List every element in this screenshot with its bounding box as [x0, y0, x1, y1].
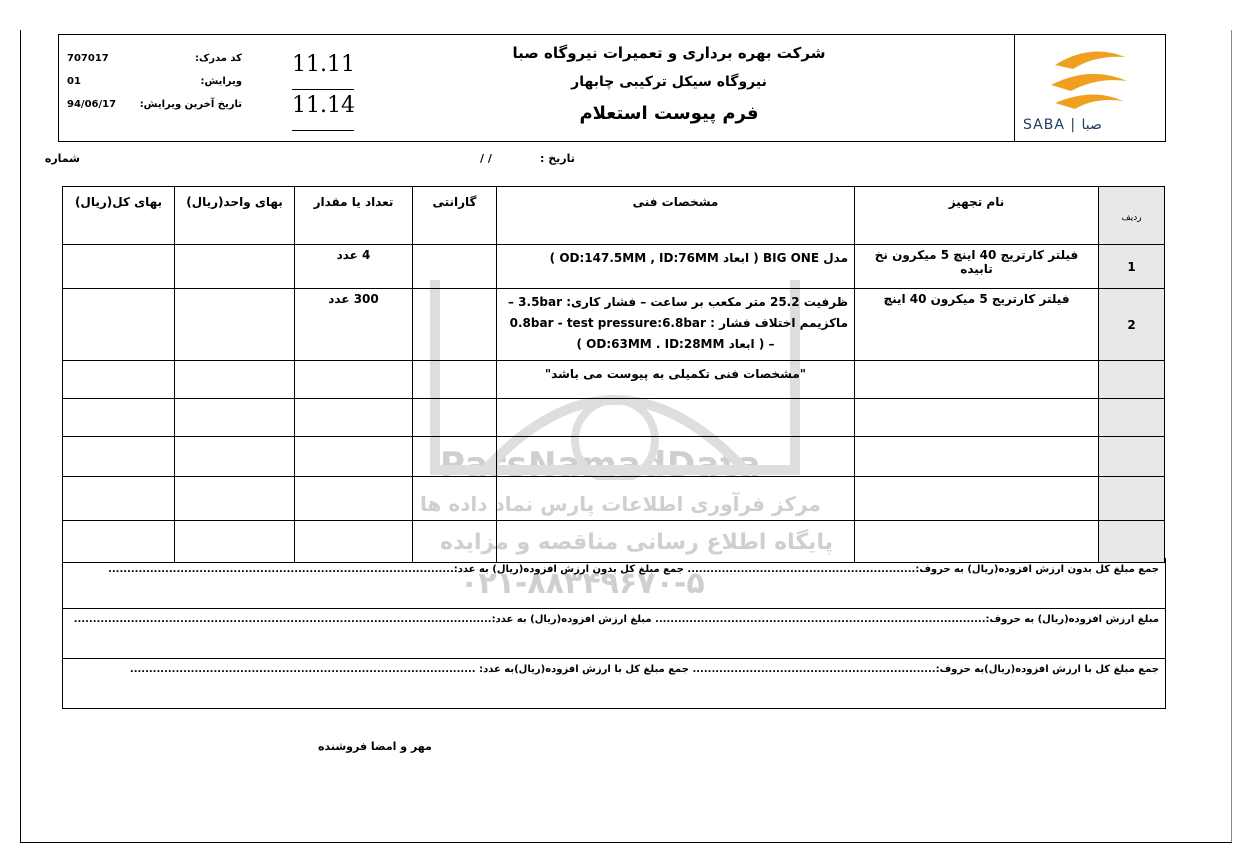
meta-row-revision — [67, 70, 242, 93]
equipment-name — [855, 437, 1099, 477]
unit-price-cell — [175, 477, 295, 521]
document-meta — [67, 47, 242, 116]
unit-price-cell — [175, 289, 295, 361]
table-row — [63, 521, 1165, 563]
total-price-cell — [63, 361, 175, 399]
spec-cell — [497, 245, 855, 289]
spec-cell — [497, 399, 855, 437]
equipment-name: فیلتر کارتریج 40 اینچ 5 میکرون نخ تابیده — [855, 245, 1099, 289]
quantity-cell — [295, 399, 413, 437]
form-code: 11.14 — [292, 90, 354, 131]
unit-price-cell — [175, 245, 295, 289]
spec-line: ماکزیمم اختلاف فشار : 0.8bar - test pressure:6.8bar — [509, 316, 848, 330]
quantity-cell — [295, 521, 413, 563]
total-price-cell — [63, 437, 175, 477]
unit-price-cell — [175, 361, 295, 399]
watermark-phone: ۰۲۱-۸۸۳۴۹۶۷۰-۵ — [460, 566, 705, 601]
quantity-cell: 300 عدد — [295, 289, 413, 361]
warranty-cell — [413, 399, 497, 437]
total-price-cell — [63, 289, 175, 361]
unit-price-cell — [175, 521, 295, 563]
date-label: تاریخ : — [540, 152, 575, 165]
col-header-quantity: تعداد یا مقدار — [295, 187, 413, 245]
warranty-cell — [413, 361, 497, 399]
row-number — [1099, 437, 1165, 477]
warranty-cell — [413, 521, 497, 563]
total-with-vat — [62, 658, 1166, 709]
vat-amount — [62, 608, 1166, 659]
spec-line: ظرفیت 25.2 متر مکعب بر ساعت – فشار کاری: 3.5bar – — [507, 295, 848, 309]
meta-value: 01 — [67, 76, 81, 87]
row-number — [1099, 361, 1165, 399]
total-price-cell — [63, 477, 175, 521]
unit-price-cell — [175, 437, 295, 477]
form-code: 11.11 — [292, 49, 354, 90]
meta-label: تاریخ آخرین ویرایش: — [139, 99, 242, 110]
equipment-name — [855, 521, 1099, 563]
title-block — [459, 39, 879, 131]
table-row — [63, 361, 1165, 399]
total-price-cell — [63, 521, 175, 563]
row-number: 1 — [1099, 245, 1165, 289]
items-table — [62, 186, 1165, 563]
quantity-cell: 4 عدد — [295, 245, 413, 289]
warranty-cell — [413, 437, 497, 477]
watermark-line2: پایگاه اطلاع رسانی مناقصه و مزایده — [440, 530, 833, 555]
meta-row-code — [67, 47, 242, 70]
table-row — [63, 477, 1165, 521]
table-header-row — [63, 187, 1165, 245]
quantity-cell — [295, 477, 413, 521]
seller-seal-label: مهر و امضا فروشنده — [318, 740, 432, 753]
table-row — [63, 399, 1165, 437]
spec-cell — [497, 361, 855, 399]
col-header-spec: مشخصات فنی — [497, 187, 855, 245]
row-number: 2 — [1099, 289, 1165, 361]
meta-row-date — [67, 93, 242, 116]
row-number — [1099, 521, 1165, 563]
equipment-name: فیلتر کارتریج 5 میکرون 40 اینچ — [855, 289, 1099, 361]
vat-amount-text: مبلغ ارزش افزوده(ریال) به حروف:....................................................................................... مبلغ ارزش افزوده(ریال) به عدد:.............................................................................................................. — [73, 614, 1159, 625]
col-header-total-price: بهای کل(ریال) — [63, 187, 175, 245]
spec-line: – ( ابعاد OD:63MM . ID:28MM ) — [576, 337, 775, 351]
company-name: شرکت بهره برداری و تعمیرات نیروگاه صبا — [512, 44, 826, 62]
form-codes — [292, 49, 354, 131]
meta-label: کد مدرک: — [194, 53, 242, 64]
row-number — [1099, 399, 1165, 437]
equipment-name — [855, 361, 1099, 399]
table-row — [63, 437, 1165, 477]
document-header — [58, 34, 1166, 142]
watermark-brand: ParsNamadData — [440, 445, 762, 485]
col-header-row-number: ردیف — [1099, 187, 1165, 245]
saba-logo — [1014, 35, 1165, 141]
table-row — [63, 245, 1165, 289]
number-label: شماره — [44, 152, 80, 165]
spec-cell — [497, 437, 855, 477]
spec-line: مدل BIG ONE ( ابعاد OD:147.5MM , ID:76MM ) — [549, 251, 848, 265]
spec-line: "مشخصات فنی تکمیلی به پیوست می باشد" — [544, 367, 807, 381]
col-header-equipment: نام تجهیز — [855, 187, 1099, 245]
total-price-cell — [63, 245, 175, 289]
date-value: / / — [480, 152, 492, 165]
table-row — [63, 289, 1165, 361]
equipment-name — [855, 399, 1099, 437]
total-without-vat-text: جمع مبلغ کل بدون ارزش افزوده(ریال) به حروف:............................................................ جمع مبلغ کل بدون ارزش افزوده(ریال) به عدد:........................................................................................... — [108, 564, 1159, 575]
meta-value: 707017 — [67, 53, 109, 64]
warranty-cell — [413, 289, 497, 361]
plant-name: نیروگاه سیکل ترکیبی چابهار — [571, 74, 767, 90]
unit-price-cell — [175, 399, 295, 437]
meta-label: ویرایش: — [200, 76, 242, 87]
equipment-name — [855, 477, 1099, 521]
meta-value: 94/06/17 — [67, 99, 117, 110]
spec-cell — [497, 521, 855, 563]
watermark-line1: مرکز فرآوری اطلاعات پارس نماد داده ها — [420, 492, 821, 516]
spec-cell — [497, 477, 855, 521]
quantity-cell — [295, 361, 413, 399]
warranty-cell — [413, 245, 497, 289]
warranty-cell — [413, 477, 497, 521]
spec-cell — [497, 289, 855, 361]
form-title: فرم پیوست استعلام — [579, 103, 759, 124]
total-without-vat — [62, 558, 1166, 609]
quantity-cell — [295, 437, 413, 477]
col-header-unit-price: بهای واحد(ریال) — [175, 187, 295, 245]
logo-text: SABA | صبا — [1023, 117, 1102, 133]
total-with-vat-text: جمع مبلغ کل با ارزش افزوده(ریال)به حروف:................................................................ جمع مبلغ کل با ارزش افزوده(ریال)به عدد: ........................................................................................... — [129, 664, 1159, 675]
row-number — [1099, 477, 1165, 521]
col-header-warranty: گارانتی — [413, 187, 497, 245]
total-price-cell — [63, 399, 175, 437]
